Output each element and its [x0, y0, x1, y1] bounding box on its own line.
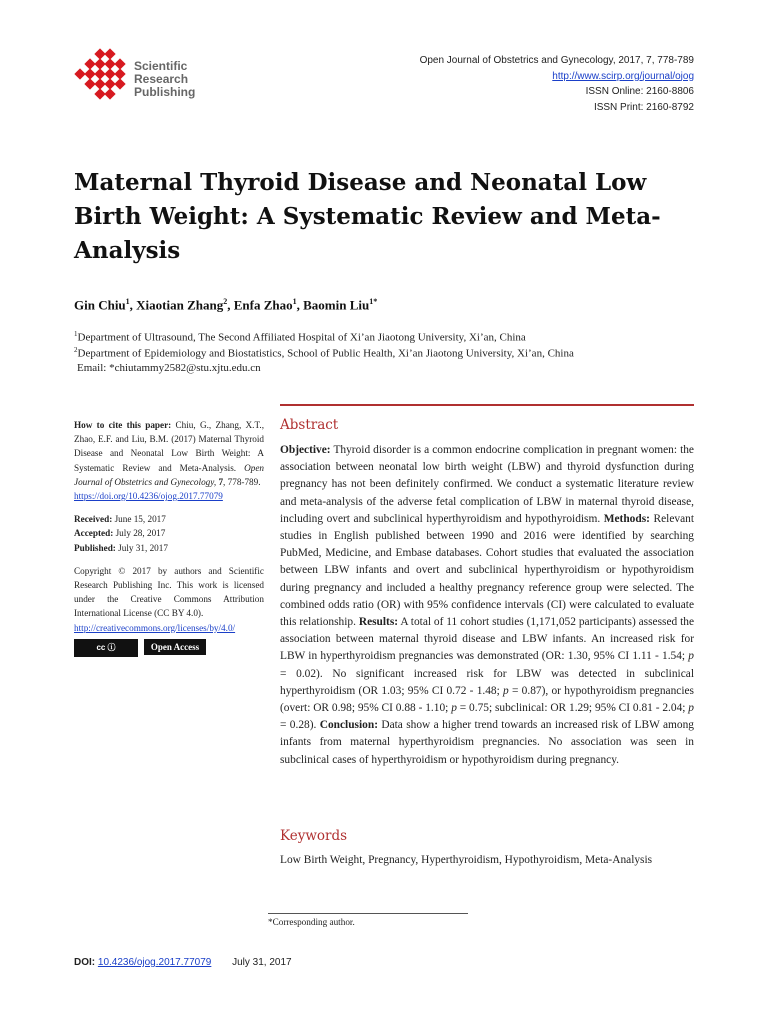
issn-print: ISSN Print: 2160-8792	[593, 101, 694, 113]
journal-url-link[interactable]: http://www.scirp.org/journal/ojog	[552, 70, 694, 82]
accepted-date: July 28, 2017	[115, 528, 166, 539]
publisher-name: Scientific Research Publishing	[134, 59, 196, 99]
abstract-divider	[280, 404, 694, 406]
abstract-body: Objective: Thyroid disorder is a common endocrine complication in pregnant women: the association between neonatal low birth weight (LBW) and thyroid dysfunction during pregnancy has not been definitely confirmed. We conduct a systematic literature review and meta-analysis of the adverse fetal complication of LBW in maternal thyroid disease, including overt and subclinical hyperthyroidism and hypothyroidism. Methods: Relevant studies in English published between 1990 and 2016 were identified by searching PubMed, Medicine, and Embase databases. Cohort studies that evaluated the association between LBW infants and overt and subclinical hyperthyroidism or hypothyroidism during pregnancy and included a healthy pregnancy reference group were selected. The combined odds ratio (OR) with 95% confidence intervals (CI) were calculated to evaluate this relationship. Results: A total of 11 cohort studies (1,171,052 participants) assessed the association between maternal thyroid disease and LBW infants. An increased risk for LBW in hyperthyroidism pregnancies was demonstrated (OR: 1.30, 95% CI 1.11 - 1.54; p = 0.02). No significant increased risk for LBW was detected in subclinical hyperthyroidism (OR 1.03; 95% CI 0.72 - 1.48; p = 0.87), or hypothyroidism pregnancies (overt: OR 0.98; 95% CI 0.88 - 1.10; p = 0.75; subclinical: OR 1.29; 95% CI 0.81 - 2.04; p = 0.28). Conclusion: Data show a higher trend towards an increased risk of LBW among infants from maternal hyperthyroidism pregnancies. No association was seen in subclinical cases of hyperthyroidism or hypothyroidism during pregnancy.	[280, 444, 695, 766]
issn-online: ISSN Online: 2160-8806	[585, 86, 694, 97]
affiliation-1: $^1$Department of Ultrasound, The Second Affiliated Hospital of Xi’an Jiaotong University, Xi’an, China	[74, 330, 526, 344]
email: Email: *chiutammy2582@stu.xjtu.edu.cn	[77, 362, 261, 374]
keywords-list: Low Birth Weight, Pregnancy, Hyperthyroidism, Hypothyroidism, Meta-Analysis	[280, 854, 653, 866]
footer-doi-link[interactable]: 10.4236/ojog.2017.77079	[97, 957, 212, 968]
journal-info	[420, 53, 694, 115]
author-name: Xiaotian Zhang	[136, 297, 224, 313]
publisher-logo	[74, 48, 204, 110]
open-access-badge: Open Access	[144, 639, 206, 655]
affiliation-2: $^2$Department of Epidemiology and Biostatistics, School of Public Health, Xi’an Jiaotong University, Xi’an, China	[74, 346, 574, 360]
cite-doi-link[interactable]: https://doi.org/10.4236/ojog.2017.77079	[74, 491, 223, 502]
copyright-notice: Copyright © 2017 by authors and Scientific Research Publishing Inc. This work is licensed under the Creative Commons Attribution International License (CC BY 4.0). http://creativecommons.org/licenses/by/4.0/	[74, 565, 264, 633]
how-to-cite: How to cite this paper: Chiu, G., Zhang, X.T., Zhao, E.F. and Liu, B.M. (2017) Maternal Thyroid Disease and Neonatal Low Birth Weight: A Systematic Review and Meta-Analysis. Open Journal of Obstetrics and Gynecology, 7, 778-789. https://doi.org/10.4236/ojog.2017.77079	[74, 420, 264, 502]
abstract-heading: Abstract	[280, 417, 339, 433]
cc-by-badge-icon[interactable]: cc ⓘ	[74, 639, 138, 657]
published-date: July 31, 2017	[118, 542, 168, 553]
sidebar	[74, 418, 264, 657]
license-link[interactable]: http://creativecommons.org/licenses/by/4.0/	[74, 622, 236, 633]
footer-doi: DOI: 10.4236/ojog.2017.77079 July 31, 2017	[74, 957, 292, 968]
author-name: Gin Chiu	[74, 297, 126, 313]
footnote-divider	[268, 913, 468, 914]
logo-mark-icon	[74, 48, 132, 106]
dates: Received: June 15, 2017 Accepted: July 28, 2017 Published: July 31, 2017	[74, 514, 168, 553]
journal-citation: Open Journal of Obstetrics and Gynecology, 2017, 7, 778-789	[419, 55, 694, 66]
keywords-heading: Keywords	[280, 828, 348, 844]
author-name: Baomin Liu	[303, 297, 370, 313]
corresponding-author-note: *Corresponding author.	[268, 917, 355, 927]
author-name: Enfa Zhao	[233, 297, 293, 313]
footer-date: July 31, 2017	[232, 957, 292, 968]
paper-title: Maternal Thyroid Disease and Neonatal Low Birth Weight: A Systematic Review and Meta-Analysis	[74, 169, 661, 264]
author-list: Gin Chiu$^1$, Xiaotian Zhang$^2$, Enfa Zhao$^1$, Baomin Liu$^{1*}$	[74, 297, 378, 313]
received-date: June 15, 2017	[114, 514, 166, 525]
